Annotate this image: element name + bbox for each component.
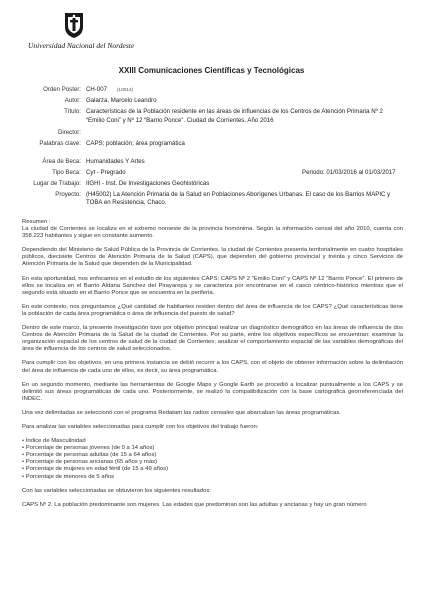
resumen-heading: Resumen :: [22, 219, 51, 225]
orden-poster-code: CH-007: [86, 86, 107, 93]
lugar-trabajo-label: Lugar de Trabajo:: [33, 180, 81, 187]
paragraph: Para cumplir con los objetivos, en una primera instancia se debió recurrir a los CAPS, con el objeto de obtener información sobre la delimitación del área de influencia de cada uno de ellos, es decir, su área programática.: [22, 360, 403, 374]
orden-poster-id: (10014): [116, 88, 134, 93]
tipo-beca-value: Cyt - Pregrado: [86, 169, 126, 176]
palabras-clave-value: CAPS; población; área programática: [86, 140, 185, 147]
periodo-value: Periodo: 01/03/2016 al 01/03/2017: [302, 169, 396, 176]
orden-poster-value: [86, 86, 401, 95]
orden-poster-label: Orden Poster:: [43, 86, 81, 93]
list-item: • Porcentaje de personas jóvenes (de 0 a 14 años): [22, 445, 155, 452]
paragraph: En este contexto, nos preguntamos ¿Qué cantidad de habitantes residen dentro del área de influencia de los CAPS? ¿Qué características tiene la población de cada área programática o área de influencia del puesto de salud?: [22, 303, 403, 317]
university-seal-icon: [63, 11, 85, 39]
list-item: • Índice de Masculinidad: [22, 438, 86, 445]
university-name: Universidad Nacional del Nordeste: [28, 41, 135, 50]
university-logo: [27, 8, 135, 60]
area-beca-value: Humanidades Y Artes: [86, 158, 145, 165]
list-item: • Porcentaje de personas adultas (de 15 a 64 años): [22, 452, 157, 459]
list-item: • Porcentaje de personas ancianas (65 años y más): [22, 459, 158, 466]
paragraph: En un segundo momento, mediante las herramientas de Google Maps y Google Earth se procedió a localizar puntualmente a los CAPS y se delimitó sus áreas programáticas de cada uno. Posteriormente, se realizó la compatibilización con la base cartográfica georreferenciada del INDEC.: [22, 381, 403, 402]
variables-list: [22, 438, 403, 481]
proyecto-value: (H45002) La Atención Primaria de la Salud en Poblaciones Aborígenes Urbanas. El caso de los Barrios MAPIC y TOBA en Resistencia, Chaco.: [86, 191, 391, 207]
autor-value: Galarza, Marcelo Leandro: [86, 97, 157, 104]
palabras-clave-label: Palabras clave:: [39, 140, 81, 147]
titulo-label: Título:: [64, 108, 81, 115]
abstract-body: [22, 219, 403, 516]
paragraph: Dependiendo del Ministerio de Salud Pública de la Provincia de Corrientes, la ciudad de Corrientes presenta territorialmente en cuatro hospitales públicos, diecisiete Centros de Atención Primaria de la Salud (CAPS), que dependen del gobierno provincial y treinta y cinco Servicios de Atención Primaria de la Salud que dependen de la Municipalidad.: [22, 247, 403, 268]
autor-label: Autor:: [64, 97, 81, 104]
paragraph: Para analizar las variables seleccionadas para cumplir con los objetivos del trabajo fueron:: [22, 423, 259, 430]
list-item: • Porcentaje de menores de 5 años: [22, 473, 115, 480]
proyecto-label: Proyecto:: [55, 191, 81, 198]
paragraph: En esta oportunidad, nos enfocamos en el estudio de los siguientes CAPS: CAPS Nº 2 “Emilio Coni” y CAPS Nº 12 “Barrio Ponce”. El primero de ellos se localiza en el Barrio Aldana Sanchez del Pirayarepa y se caracteriza por encontrarse en el casco céntrico-histórico mientras que el segundo está situado en el Barrio Ponce que se encuentra en la periferia.: [22, 275, 403, 296]
tipo-beca-label: Tipo Beca:: [52, 169, 81, 176]
list-item: • Porcentaje de mujeres en edad fértil (de 15 a 49 años): [22, 466, 169, 473]
lugar-trabajo-value: IIGHI - Inst. De Investigaciones Geohistóricas: [86, 180, 210, 187]
last-paragraph: CAPS Nº 2. La población predominante son mujeres. Las edades que predominan son las adultas y ancianas y hay un gran número: [22, 501, 367, 508]
director-label: Director:: [57, 129, 81, 136]
paragraph: La ciudad de Corrientes se localiza en el extremo noroeste de la provincia homónima. Según la información censal del año 2010, cuenta con 358.223 habitantes y sigue en constante aumento.: [22, 226, 403, 240]
paragraph: Dentro de este marco, la presente investigación tuvo por objetivo principal realizar un diagnóstico demográfico en las áreas de influencia de dos Centros de Atención Primaria de la Salud de la ciudad de Corrientes. Por su parte, entre los objetivos específicos se encuentran: examinar la organización espacial de los centros de salud de la ciudad de Corrientes; analizar el comportamiento espacial de las variables demográficas del área de influencia de los centros de salud seleccionados.: [22, 325, 403, 353]
results-intro: Con las variables seleccionadas se obtuvieron los siguientes resultados:: [22, 487, 211, 494]
paragraph: Una vez delimitadas se seleccionó con el programa Redatam las radios censales que abarcaban las áreas programáticas.: [22, 409, 341, 416]
area-beca-label: Área de Beca:: [42, 158, 81, 165]
titulo-value: Características de la Población residente en las áreas de influencias de los Centros de Atención Primaria Nº 2 “Emilio Coni” y Nº 12 “Barrio Ponce”. Ciudad de Corrientes. Año 2016: [86, 108, 383, 124]
event-title: XXIII Comunicaciones Científicas y Tecnológicas: [118, 66, 305, 75]
